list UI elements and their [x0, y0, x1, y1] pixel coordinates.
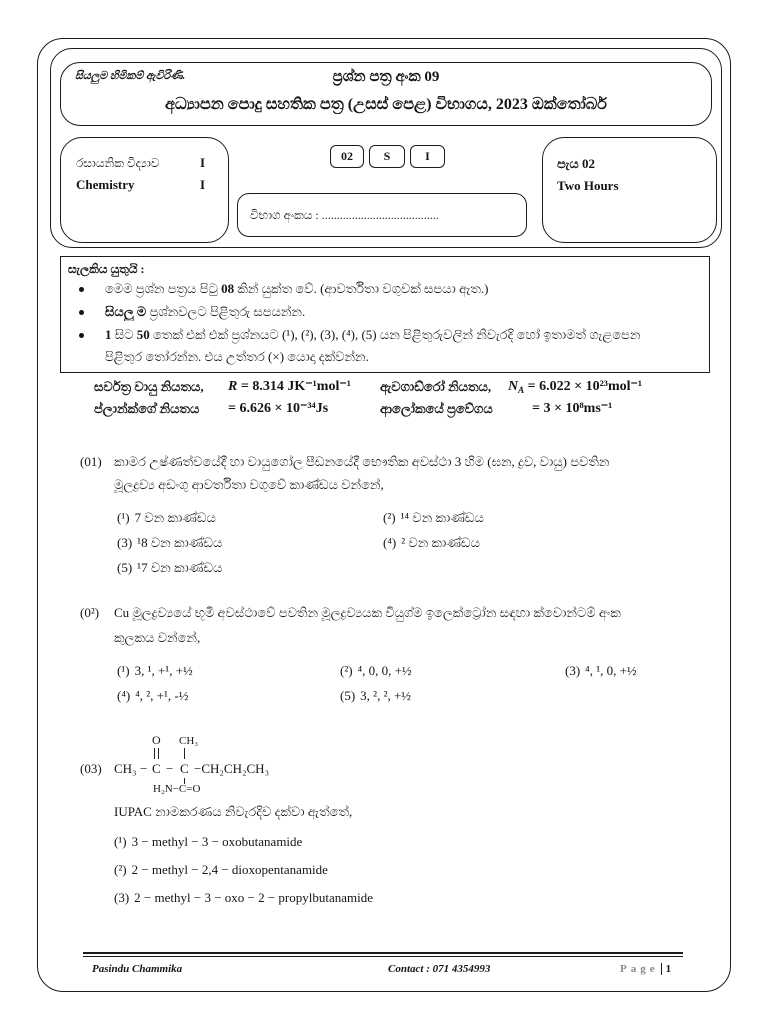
option-text: ¹8 වන කාණ්ඩය	[137, 535, 223, 550]
chain-carbon-1: C	[152, 761, 161, 776]
instruction-item-answer-all	[105, 303, 703, 321]
chain-bond: −	[140, 761, 148, 776]
option-label: (¹)	[117, 663, 130, 678]
instruction-item-choose	[105, 326, 703, 344]
option-text: ² වන කාණ්ඩය	[401, 535, 480, 550]
answer-option	[117, 559, 372, 577]
footer-contact: Contact : 071 4354993	[388, 963, 491, 975]
footer-rule-thin	[83, 956, 683, 957]
answer-option	[565, 662, 705, 680]
question-number: (03)	[80, 761, 102, 776]
bullet	[79, 333, 84, 338]
footer-rule-thick	[83, 952, 683, 954]
answer-option	[114, 889, 704, 907]
answer-option	[114, 833, 704, 851]
avogadro-constant-subscript: A	[518, 385, 525, 395]
option-text: ⁴, ¹, 0, +½	[585, 663, 637, 678]
subject-part-english: I	[200, 177, 206, 192]
option-label: (3)	[117, 535, 133, 550]
answer-option	[383, 509, 683, 527]
chain-propyl: −CH₂CH₂CH₃	[194, 761, 270, 776]
avogadro-constant-symbol: N	[508, 379, 519, 394]
option-label: (3)	[114, 890, 130, 905]
duration-english: Two Hours	[557, 178, 619, 193]
question-number: (01)	[80, 454, 102, 469]
page-number: 1	[661, 963, 672, 975]
index-number-field: විභාග අංකය : .......................................	[250, 208, 439, 222]
exam-title: අධ්‍යාපන පොදු සහතික පත්‍ර (උසස් පෙළ) විභාගය, 2023 ඔක්තෝබර්	[165, 96, 607, 113]
question-text: කාමර උෂ්ණත්වයේදී හා වායුගෝල පීඩනයේදී භෞතික අවස්ථා 3 හිම (ඝන, ද්‍රව, වායු) පවතින	[114, 454, 610, 469]
option-text: 3, ², ², +½	[360, 688, 412, 703]
question-text: කුලකය වන්නේ,	[114, 630, 201, 645]
paper-number: ප්‍රශ්න පත්‍ර අංක 09	[332, 69, 440, 85]
option-text: ¹⁴ වන කාණ්ඩය	[400, 510, 484, 525]
amide-group: H₂N−C=O	[153, 783, 201, 795]
answer-option	[340, 662, 550, 680]
instruction-text: කින් යුක්ත වේ. (ආවර්තිතා වගුවක් සපයා ඇත.)	[234, 281, 489, 296]
instruction-item-choose-continued: පිළිතුර තෝරන්න. එය උත්තර (×) යොදා දක්වන්න.	[105, 349, 369, 364]
avogadro-constant-value	[508, 378, 704, 396]
speed-of-light-value: = 3 × 10⁸ms⁻¹	[532, 401, 613, 416]
footer-page-indicator	[620, 962, 671, 976]
gas-constant-symbol: R	[228, 379, 238, 394]
subject-name-sinhala: රසායනික විද්‍යාව	[76, 156, 160, 170]
option-label: (⁴)	[117, 688, 131, 703]
gas-constant-label: සර්වත්‍ර වායු නියතය,	[94, 379, 204, 394]
answer-option	[117, 662, 327, 680]
answer-option	[383, 534, 683, 552]
answer-option	[340, 687, 550, 705]
bullet	[79, 287, 84, 292]
option-text: ⁴, 0, 0, +½	[357, 663, 412, 678]
page-count: 08	[221, 281, 235, 296]
question-text: මූලද්‍රව්‍ය අඩංගු ආවර්තිතා වගුවේ කාණ්ඩය වන්නේ,	[114, 477, 384, 492]
footer-author: Pasindu Chammika	[92, 963, 183, 975]
answer-option	[114, 861, 704, 879]
instruction-emphasis: සියලු ම	[105, 304, 147, 319]
paper-code-stream: S	[369, 145, 405, 168]
instruction-text: මෙම ප්‍රශ්න පත්‍රය පිටු	[105, 281, 222, 296]
planck-constant-value: = 6.626 × 10⁻³⁴Js	[228, 401, 329, 416]
option-text: 2 − methyl − 3 − oxo − 2 − propylbutanamide	[134, 890, 374, 905]
gas-constant-number: = 8.314 JK⁻¹mol⁻¹	[237, 379, 351, 394]
chain-methyl: CH₃	[114, 761, 137, 776]
subject-part-sinhala: I	[200, 155, 206, 170]
bullet	[79, 310, 84, 315]
instructions-title: සැලකිය යුතුයි :	[68, 262, 145, 276]
option-text: ⁴, ², +¹, -½	[135, 688, 189, 703]
gas-constant-value	[228, 378, 376, 396]
speed-of-light-label: ආලෝකයේ ප්‍රවේගය	[380, 401, 493, 416]
methyl-substituent: CH₃	[179, 735, 199, 747]
option-label: (²)	[383, 510, 396, 525]
chain-bond: −	[166, 761, 174, 776]
copyright-notice: සියලුම හිමිකම් ඇවිරිණි.	[75, 70, 186, 82]
answer-option	[117, 687, 327, 705]
index-number-box	[237, 193, 527, 237]
question-range-end: 50	[136, 327, 150, 342]
option-label: (3)	[565, 663, 581, 678]
double-bond-line	[154, 748, 155, 759]
instructions-box	[60, 256, 710, 373]
question-text: IUPAC නාමකරණය නිවැරදිව දක්වා ඇත්තේ,	[114, 804, 353, 819]
question-number: (0²)	[80, 605, 100, 620]
double-bond-line	[158, 748, 159, 759]
option-text: 2 − methyl − 2,4 − dioxopentanamide	[131, 862, 328, 877]
option-text: ¹7 වන කාණ්ඩය	[137, 560, 223, 575]
header-box	[60, 62, 712, 126]
single-bond-up	[184, 748, 185, 759]
planck-constant-label: ප්ලාන්ක්ගේ නියතය	[94, 401, 200, 416]
option-text: 7 වන කාණ්ඩය	[134, 510, 216, 525]
avogadro-constant-number: = 6.022 × 10²³mol⁻¹	[524, 379, 643, 394]
question-range-start: 1	[105, 327, 112, 342]
option-text: 3 − methyl − 3 − oxobutanamide	[131, 834, 303, 849]
option-text: 3, ¹, +¹, +½	[134, 663, 193, 678]
paper-code-part: I	[410, 145, 445, 168]
answer-option	[117, 509, 372, 527]
question-text: Cu මූලද්‍රව්‍යයේ භූමි අවස්ථාවේ පවතින මූලද්‍රව්‍යයක වියුග්ම ඉලෙක්ට්‍රෝන සඳහා ක්වොන්ටම් අංක	[114, 605, 621, 620]
instruction-item-pages	[105, 280, 703, 298]
page-label: Page	[620, 963, 659, 975]
option-label: (5)	[117, 560, 133, 575]
option-label: (⁴)	[383, 535, 397, 550]
option-label: (²)	[340, 663, 353, 678]
instruction-text: තෙක් එක් එක් ප්‍රශ්නයට (¹), (²), (3), (⁴), (5) යන පිළිතුරුවලින් නිවැරදි හෝ ඉතාමත් ගැළපෙන	[149, 327, 641, 342]
instruction-text: සිට	[111, 327, 137, 342]
paper-code-subject: 02	[330, 145, 364, 168]
chain-carbon-2: C	[180, 761, 189, 776]
avogadro-constant-label: ඇවගාඩ්රෝ නියතය,	[380, 379, 492, 394]
duration-box	[542, 137, 717, 243]
option-label: (5)	[340, 688, 356, 703]
answer-option	[117, 534, 372, 552]
instruction-text: ප්‍රශ්නවලට පිළිතුරු සපයන්න.	[146, 304, 306, 319]
option-label: (¹)	[114, 834, 127, 849]
subject-box	[60, 137, 229, 243]
carbonyl-oxygen: O	[152, 733, 161, 747]
option-label: (²)	[114, 862, 127, 877]
subject-name-english: Chemistry	[76, 177, 135, 192]
option-label: (¹)	[117, 510, 130, 525]
duration-sinhala: පැය 02	[557, 156, 596, 171]
